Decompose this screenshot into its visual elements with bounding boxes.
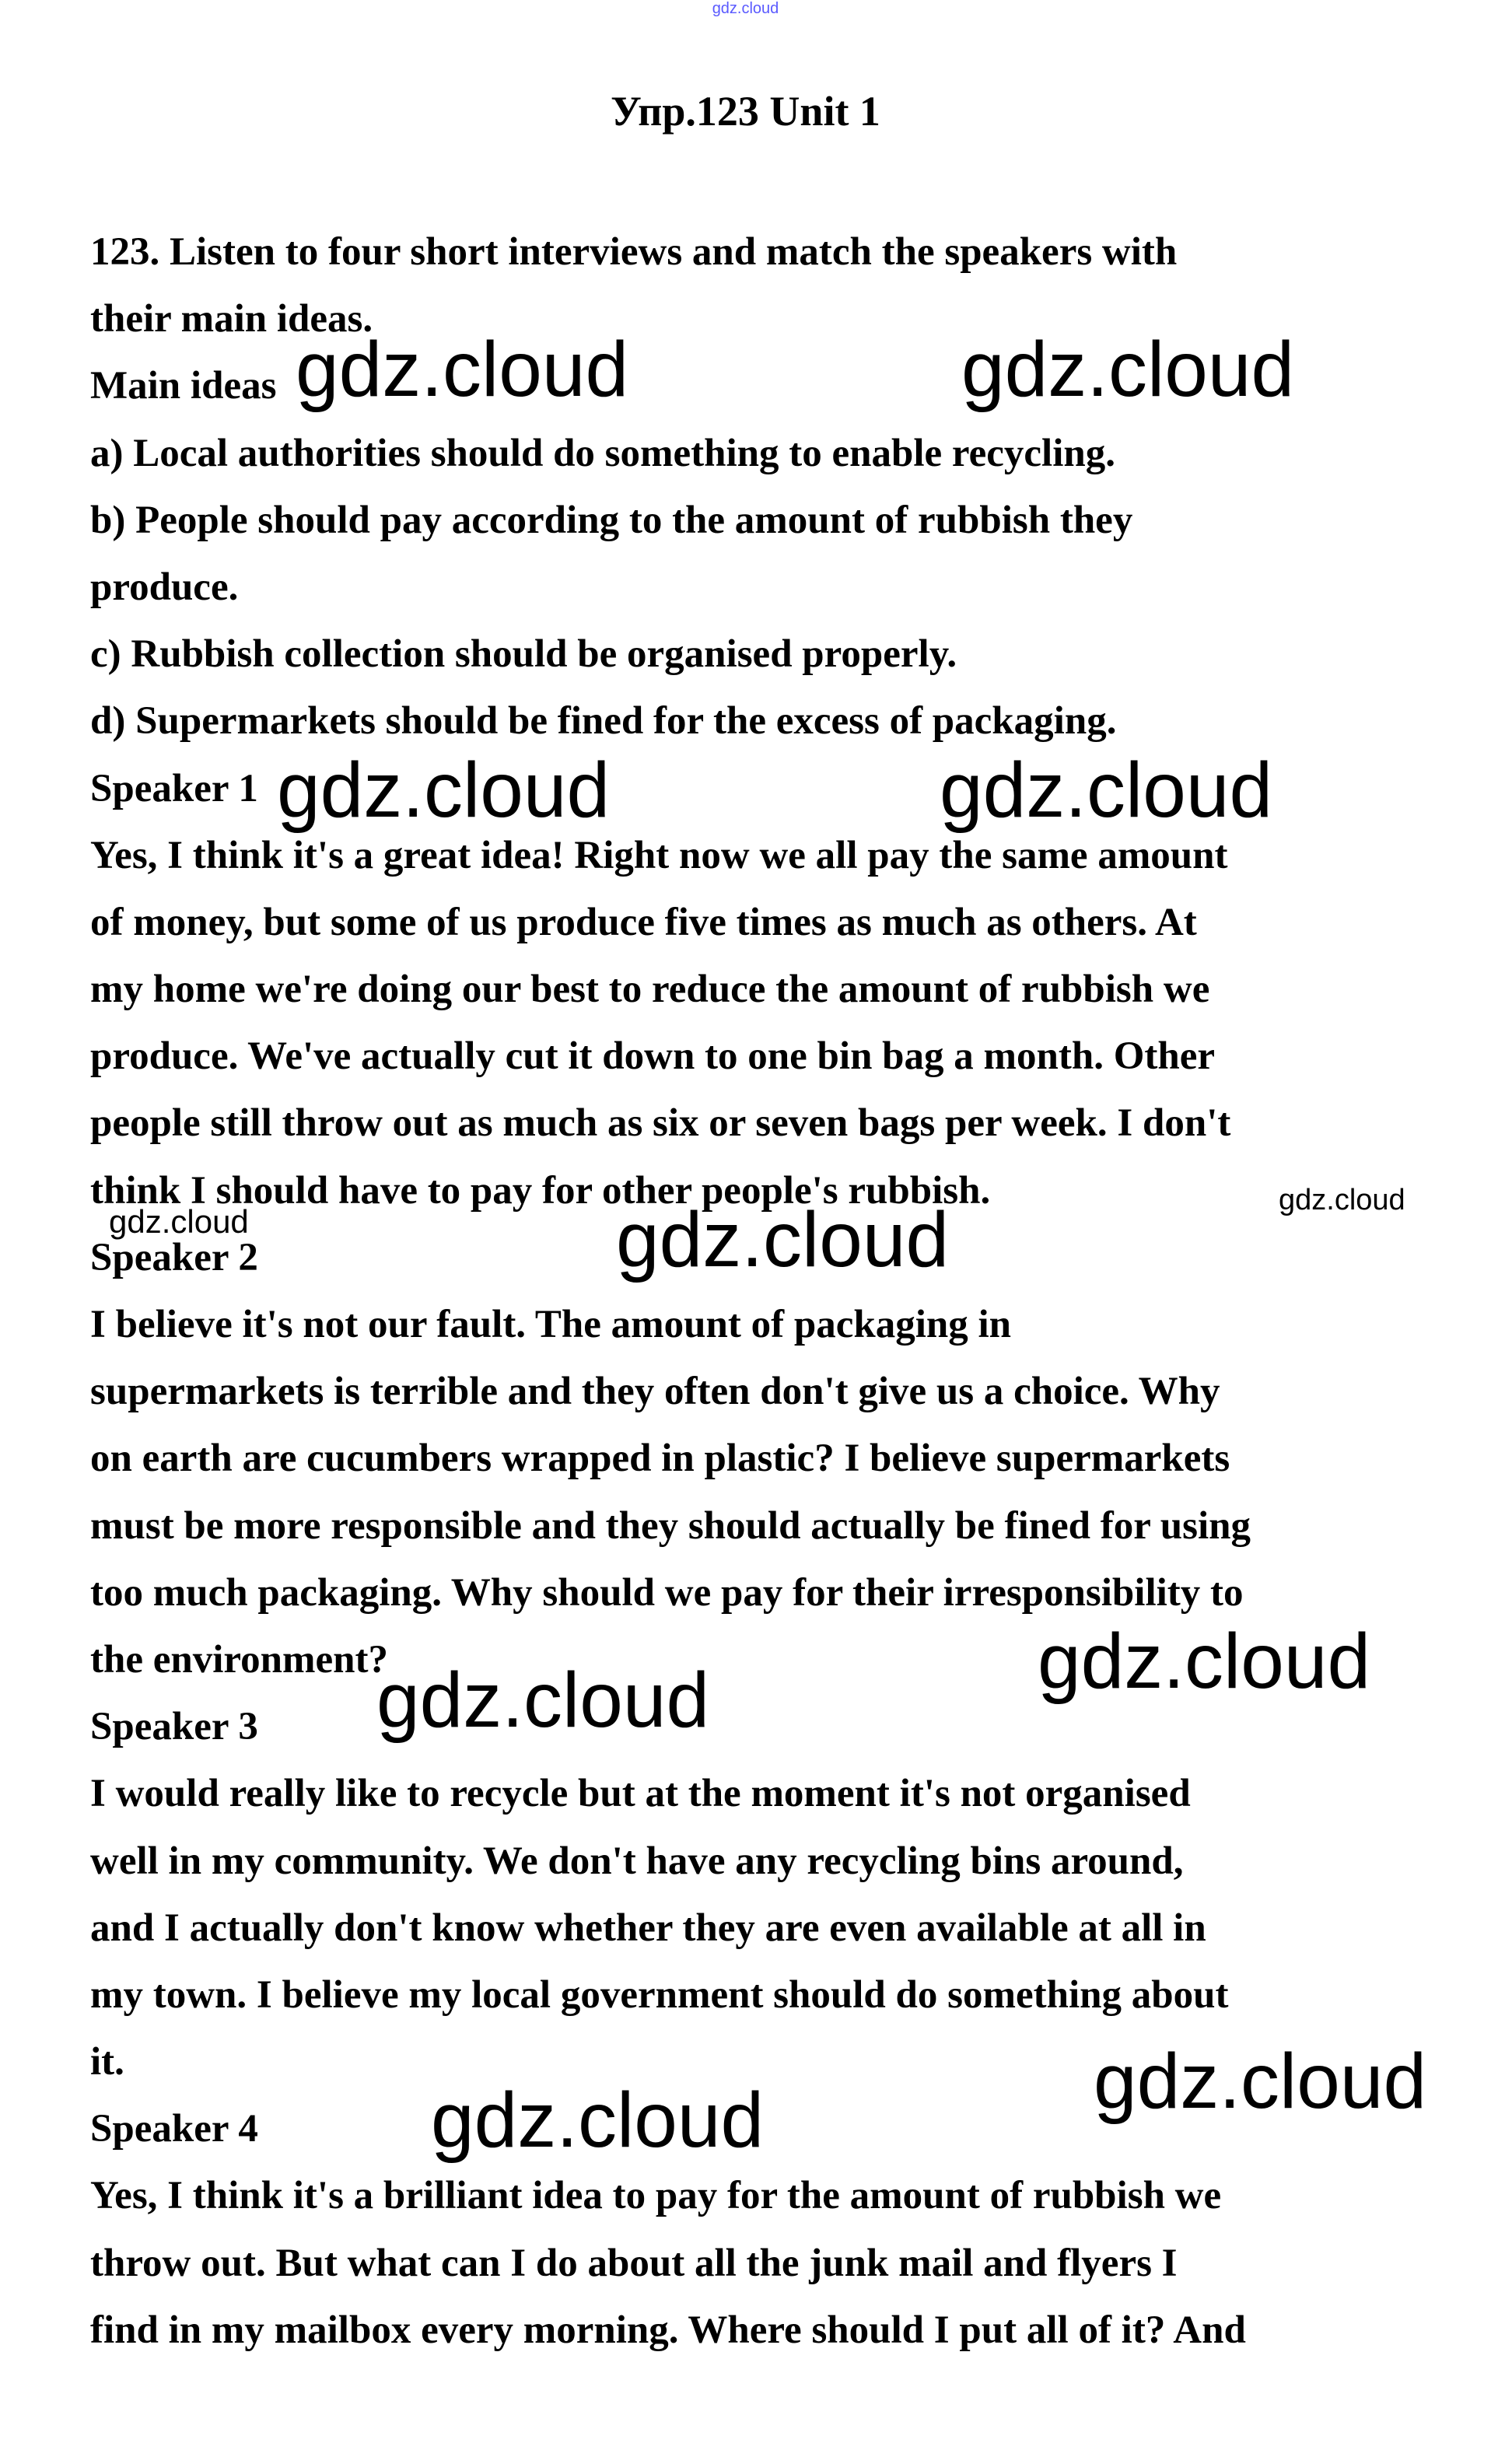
page-title: Упр.123 Unit 1 [611, 88, 880, 135]
exercise-text [90, 219, 1251, 2364]
text-line: of money, but some of us produce five times as much as others. At [90, 900, 1197, 944]
text-line: my home we're doing our best to reduce the amount of rubbish we [90, 968, 1210, 1012]
speaker-heading: Speaker 2 [90, 1235, 258, 1279]
text-line: find in my mailbox every morning. Where should I put all of it? And [90, 2308, 1246, 2352]
text-line: produce. [90, 565, 239, 609]
text-line: the environment? [90, 1637, 388, 1682]
watermark-small: gdz.cloud [1279, 1184, 1405, 1216]
watermark: gdz.cloud [376, 1657, 710, 1744]
watermark: gdz.cloud [296, 326, 629, 413]
text-line: my town. I believe my local government should do something about [90, 1972, 1229, 2017]
text-line: and I actually don't know whether they are even available at all in [90, 1906, 1206, 1950]
watermark: gdz.cloud [1038, 1618, 1371, 1705]
text-line: Yes, I think it's a brilliant idea to pay for the amount of rubbish we [90, 2174, 1222, 2218]
text-line: b) People should pay according to the amount of rubbish they [90, 498, 1133, 542]
speaker-heading: Speaker 1 [90, 766, 258, 810]
watermark: gdz.cloud [431, 2077, 765, 2164]
text-line: it. [90, 2040, 124, 2084]
watermark: gdz.cloud [961, 326, 1295, 413]
text-line: produce. We've actually cut it down to one bin bag a month. Other [90, 1034, 1216, 1079]
text-line: throw out. But what can I do about all the junk mail and flyers I [90, 2241, 1178, 2285]
text-line: d) Supermarkets should be fined for the excess of packaging. [90, 699, 1117, 744]
text-line: too much packaging. Why should we pay for their irresponsibility to [90, 1570, 1244, 1615]
watermark-small: gdz.cloud [109, 1203, 249, 1240]
text-line: a) Local authorities should do something to enable recycling. [90, 431, 1116, 475]
text-line: supermarkets is terrible and they often don't give us a choice. Why [90, 1370, 1220, 1414]
text-line: their main ideas. [90, 297, 373, 341]
speaker-heading: Speaker 3 [90, 1705, 258, 1749]
text-line: I believe it's not our fault. The amount of packaging in [90, 1303, 1012, 1346]
text-line: Yes, I think it's a great idea! Right now we all pay the same amount [90, 833, 1228, 877]
text-line: c) Rubbish collection should be organised properly. [90, 632, 957, 677]
text-line: on earth are cucumbers wrapped in plastic? I believe supermarkets [90, 1437, 1230, 1481]
text-line: people still throw out as much as six or seven bags per week. I don't [90, 1101, 1231, 1146]
watermark: gdz.cloud [616, 1196, 950, 1283]
text-line: think I should have to pay for other people's rubbish. [90, 1168, 991, 1213]
text-line: well in my community. We don't have any recycling bins around, [90, 1839, 1184, 1883]
watermark: gdz.cloud [277, 747, 611, 834]
watermark: gdz.cloud [1094, 2038, 1427, 2125]
speaker-heading: Speaker 4 [90, 2107, 258, 2151]
text-line: 123. Listen to four short interviews and match the speakers with [90, 230, 1178, 274]
text-line: Main ideas [90, 364, 277, 408]
watermark: gdz.cloud [940, 747, 1273, 834]
text-line: I would really like to recycle but at the moment it's not organised [90, 1772, 1191, 1816]
text-line: must be more responsible and they should actually be fined for using [90, 1503, 1251, 1548]
top-watermark: gdz.cloud [712, 0, 779, 17]
